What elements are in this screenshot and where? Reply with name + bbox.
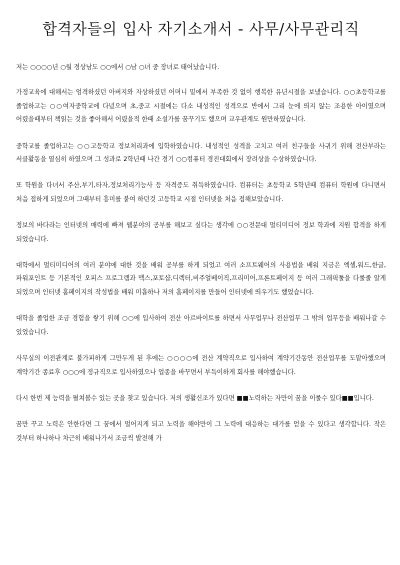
paragraph-closing: 꿈만 꾸고 노력은 안한다면 그 꿈에서 멀어지게 되고 노력을 해야만이 그 노력에 대응하는 대가를 얻을 수 있다고 생각합니다. 작은 것부터 하나하나 차근히 배워나가서 조금씩 발전해 가 <box>16 421 386 442</box>
paragraph-career: 사무실의 이전관계로 불가피하게 그만두게 된 후에는 ○○○○에 전산 계약직으로 입사하여 계약기간동안 전산업무를 도맡아했으며 계약기간 종료후 ○○○에 정규직으로 입사하였으나 업종을 바꾸면서 부득이하게 회사를 해야했습니다. <box>16 355 386 376</box>
paragraph-college-entry: 정보의 바다라는 인터넷의 매력에 빠져 웹분야의 공부를 해보고 싶다는 생각에 ○○전문대 멀티미디어 정보 학과에 지원 합격을 하게 되었습니다. <box>16 222 386 243</box>
paragraph-highschool: 중학교를 졸업하고는 ○○고등학교 정보처리과에 입학하였습니다. 내성적인 성격을 고치고 여러 친구들을 사귀기 위해 전산부라는 서클활동을 열심히 하였으며 그 성과로 2학년때 나간 경기 ○○컴퓨터 경진대회에서 장려상을 수상하였습니다. <box>16 142 386 164</box>
paragraph-first-job: 대학을 졸업한 조금 경험을 쌓기 위해 ○○에 입사하여 전산 아르바이트를 하면서 사무업무나 전산업무 그 밖의 업무등을 배워나갈 수 있었습니다. <box>16 315 386 336</box>
paragraph-certificates: 또 학원을 다녀서 주산,부기,타자,정보처리기능사 등 자격증도 취득하였습니다. 컴퓨터는 초등학교 5학년때 컴퓨터 학원에 다니면서 처음 접하게 되었으며 그때부터 흥미를 붙여 하던것 고등학교 시절 인터넷을 처음 접해보았습니다. <box>16 182 386 203</box>
paragraph-motto: 다시 한번 제 능력을 펼쳐볼수 있는 곳을 찾고 있습니다. 저의 생활신조가 있다면 ■■노력하는 자만이 꿈을 이룰수 있다■■입니다. <box>16 394 374 402</box>
paragraph-birth: 저는 ○○○○년 ○월 경상남도 ○○에서 ○남 ○녀 중 장녀로 태어났습니다. <box>16 64 220 71</box>
paragraph-college-study: 대학에서 멀티미디어의 여러 분야에 대한 것을 배워 공부를 하게 되었고 여러 소프트웨어의 사용법을 배워 지금은 엑셀,워드,한글,파워포인트 등 기본적인 오피스 프로그램과 맥스,포토샵,디렉터,비주얼베이직,프리미어,프론트페이지 등 여러 그래픽툴을 다룰줄 알게 되었으며 인터넷 홈페이지의 작성법을 배워 미흡하나 저의 홈페이지를 만들어 인터넷에 띄우기도 했었습니다. <box>16 262 386 296</box>
document-title: 합격자들의 입사 자기소개서 - 사무/사무관리직 <box>42 20 360 38</box>
paragraph-family: 가정교육에 대해서는 엄격하셨던 아버지와 자상하셨던 어머니 밑에서 부족한 것 없이 행복한 유년시절을 보냈습니다. ○○초등학교를 졸업하고는 ○○여자중학교에 다녔으며 초,중고 시절에는 다소 내성적인 성격으로 반에서 그리 눈에 띄지 않는 조용한 아이였으며 어렸을때부터 책읽는 것을 좋아해서 어렸을적 한때 소설가를 꿈꾸기도 했으며 교우관계도 원만하였습니다. <box>16 89 386 124</box>
